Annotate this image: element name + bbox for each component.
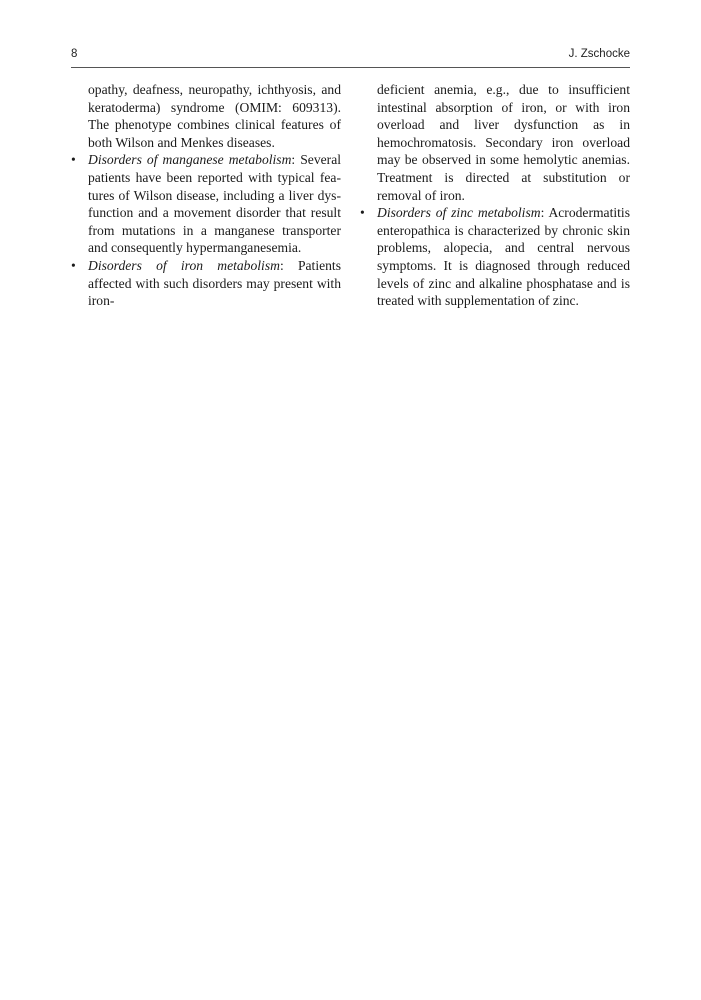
item-text: : Acrodermatitis enteropathica is characterized by chronic skin problems, alopecia, and central nervous symptoms. It is diagnosed through reduced levels of zinc and alkaline phosphatase and is treated with supplementation of zinc. <box>377 205 630 309</box>
bullet-list <box>360 204 630 310</box>
page-number: 8 <box>71 48 78 60</box>
right-column <box>360 81 630 310</box>
bullet-icon: • <box>360 205 365 221</box>
item-term: Disorders of zinc metabolism <box>377 205 541 221</box>
item-term: Disorders of iron metabolism <box>88 257 280 273</box>
item-text: : Patients affected with such disorders may present with iron- <box>88 257 341 309</box>
bullet-icon: • <box>71 152 76 168</box>
list-item-iron <box>71 257 341 310</box>
bullet-list <box>71 151 341 309</box>
header-rule <box>71 67 630 68</box>
item-term: Disorders of manganese metabolism <box>88 152 292 168</box>
bullet-icon: • <box>71 257 76 273</box>
running-head-author: J. Zschocke <box>568 48 630 60</box>
left-column <box>71 81 341 310</box>
list-item-manganese <box>71 151 341 257</box>
page-header <box>71 47 630 65</box>
continuation-paragraph: opathy, deafness, neuropathy, ichthyosis, and keratoderma) syndrome (OMIM: 609313). The phenotype combines clinical features of both Wilson and Menkes diseases. <box>88 82 341 150</box>
continuation-paragraph: deficient anemia, e.g., due to insufficient intestinal absorption of iron, or with iron overload and liver dysfunction as in hemochromatosis. Secondary iron overload may be observed in some hemolytic anemias. Treatment is directed at substitution or removal of iron. <box>377 82 630 203</box>
list-item-zinc <box>360 204 630 310</box>
item-text: : Several patients have been reported with typical features of Wilson disease, including a liver dysfunction and a movement disorder that result from mutations in a manganese transporter and consequently hypermanganesemia. <box>88 152 342 256</box>
